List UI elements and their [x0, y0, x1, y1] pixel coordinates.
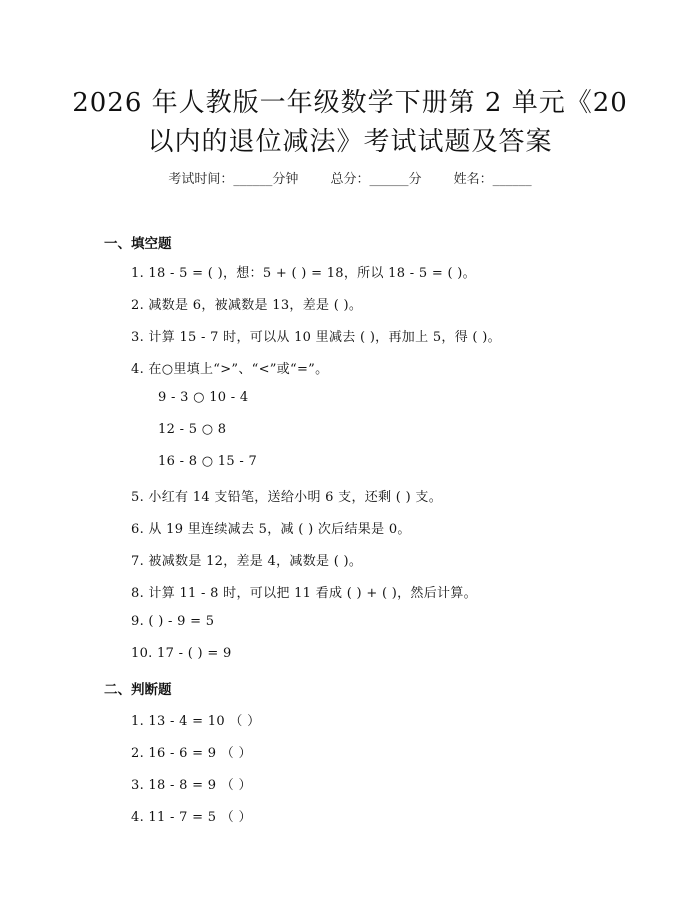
fill-question-7: 7. 被减数是 12，差是 4，减数是 ( )。: [131, 554, 363, 569]
fill-question-8: 8. 计算 11 - 8 时，可以把 11 看成 ( ) + ( )，然后计算。: [131, 586, 477, 601]
judge-question-2: 2. 16 - 6 = 9 （ ）: [131, 746, 252, 761]
exam-meta: [0, 168, 700, 187]
total-score: 总分：______分: [330, 172, 422, 187]
fill-question-9: 9. ( ) - 9 = 5: [131, 614, 215, 629]
exam-time: 考试时间：______分钟: [168, 172, 299, 187]
fill-question-4: 4. 在○里填上“>”、“<”或“=”。: [131, 362, 329, 377]
title-line-2: 以内的退位减法》考试试题及答案: [147, 127, 553, 157]
fill-question-10: 10. 17 - ( ) = 9: [131, 646, 232, 661]
judge-question-1: 1. 13 - 4 = 10 （ ）: [131, 714, 261, 729]
compare-item-3: 16 - 8 ○ 15 - 7: [158, 454, 258, 469]
judge-question-3: 3. 18 - 8 = 9 （ ）: [131, 778, 252, 793]
section-fill-in-title: 一、填空题: [104, 236, 172, 252]
fill-question-1: 1. 18 - 5 = ( )，想：5 + ( ) = 18，所以 18 - 5 = ( )。: [131, 266, 476, 281]
title-line-1: 2026 年人教版一年级数学下册第 2 单元《20: [72, 88, 628, 118]
fill-question-3: 3. 计算 15 - 7 时，可以从 10 里减去 ( )，再加上 5，得 ( )。: [131, 330, 501, 345]
fill-question-2: 2. 减数是 6，被减数是 13，差是 ( )。: [131, 298, 363, 313]
compare-item-2: 12 - 5 ○ 8: [158, 422, 227, 437]
student-name: 姓名：______: [453, 172, 532, 187]
compare-item-1: 9 - 3 ○ 10 - 4: [158, 390, 249, 405]
judge-question-4: 4. 11 - 7 = 5 （ ）: [131, 810, 252, 825]
exam-title: [60, 84, 640, 162]
fill-question-5: 5. 小红有 14 支铅笔，送给小明 6 支，还剩 ( ) 支。: [131, 490, 443, 505]
section-judge-title: 二、判断题: [104, 682, 172, 698]
fill-question-6: 6. 从 19 里连续减去 5，减 ( ) 次后结果是 0。: [131, 522, 411, 537]
